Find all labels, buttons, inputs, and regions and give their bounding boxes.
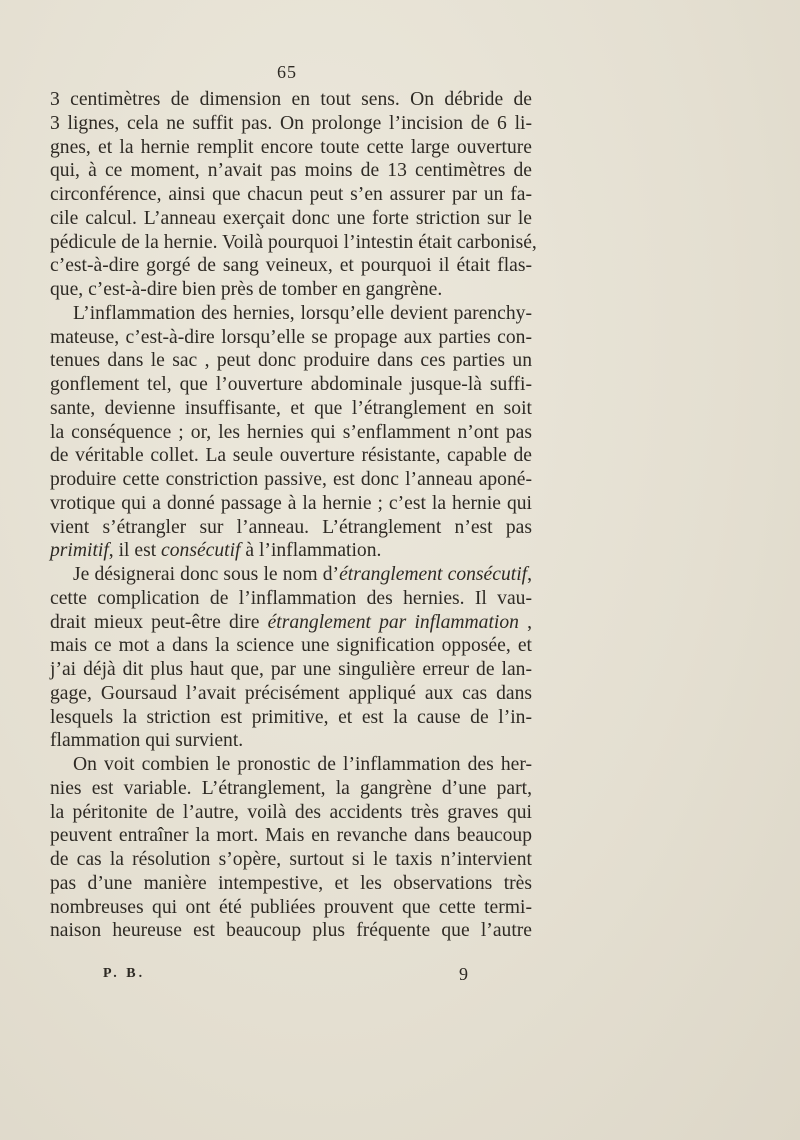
text-segment: cile calcul. L’anneau exerçait donc une forte striction sur le (50, 207, 532, 229)
text-line (50, 896, 532, 920)
text-segment: cette complication de l’inflammation des hernies. Il vau- (50, 587, 532, 609)
sheet-number: 9 (459, 964, 468, 984)
text-segment: naison heureuse est beaucoup plus fréquente que l’autre (50, 920, 532, 942)
text-line (50, 682, 532, 706)
text-line (50, 231, 537, 255)
text-line (50, 753, 532, 777)
text-line (50, 373, 532, 397)
text-segment: gonflement tel, que l’ouverture abdominale jusque-là suffi- (50, 374, 532, 395)
text-line (50, 777, 532, 801)
text-line (50, 88, 532, 112)
italic-text: consécutif (161, 540, 241, 562)
text-segment: pédicule de la hernie. Voilà pourquoi l’intestin était carbonisé, (50, 231, 537, 253)
text-line (50, 349, 532, 373)
text-line (50, 587, 532, 611)
text-segment: 3 centimètres de dimension en tout sens. On débride de (50, 89, 532, 110)
text-line (50, 468, 532, 492)
text-line (50, 848, 532, 872)
text-segment: , (518, 611, 533, 633)
text-segment: lesquels la striction est primitive, et est la cause de l’in- (50, 706, 532, 728)
text-segment: On voit combien le pronostic de l’inflammation des her- (73, 754, 532, 775)
text-segment: la péritonite de l’autre, voilà des accidents très graves qui (50, 801, 532, 823)
text-segment: drait mieux peut-être dire (50, 611, 268, 633)
text-segment: 3 lignes, cela ne suffit pas. On prolonge l’incision de 6 li- (50, 112, 532, 134)
text-line (50, 611, 532, 635)
text-line (50, 112, 532, 136)
text-segment: peuvent entraîner la mort. Mais en revanche dans beaucoup (50, 825, 532, 847)
text-segment: que, c’est-à-dire bien près de tomber en gangrène. (50, 279, 443, 300)
text-segment: Je désignerai donc sous le nom d’ (73, 564, 340, 585)
text-line (50, 302, 532, 326)
text-line (50, 516, 532, 540)
text-line (50, 207, 532, 231)
text-segment: nombreuses qui ont été publiées prouvent que cette termi- (50, 896, 532, 918)
text-segment: L’inflammation des hernies, lorsqu’elle devient parenchy- (73, 302, 532, 324)
text-segment: vient s’étrangler sur l’anneau. L’étranglement n’est pas (50, 516, 532, 538)
italic-text: primitif (50, 540, 109, 562)
text-segment: flammation qui survient. (50, 730, 244, 752)
text-line (50, 634, 532, 658)
text-segment: de cas la résolution s’opère, surtout si le taxis n’intervient (50, 849, 532, 870)
text-line (50, 444, 532, 468)
text-line (50, 872, 532, 896)
text-segment: gage, Goursaud l’avait précisément appliqué aux cas dans (50, 682, 532, 704)
text-segment: c’est-à-dire gorgé de sang veineux, et pourquoi il était flas- (50, 255, 532, 277)
text-segment: de véritable collet. La seule ouverture résistante, capable de (50, 445, 532, 467)
text-segment: , (527, 564, 532, 585)
text-line (50, 563, 532, 587)
text-segment: sante, devienne insuffisante, et que l’étranglement en soit (50, 397, 532, 419)
text-segment: vrotique qui a donné passage à la hernie ; c’est la hernie qui (50, 492, 532, 514)
text-line (50, 801, 532, 825)
text-line (50, 421, 532, 445)
text-line (50, 183, 532, 207)
text-line (50, 278, 532, 302)
text-line (50, 254, 532, 278)
text-line (50, 706, 532, 730)
text-line (50, 326, 532, 350)
text-line (50, 658, 532, 682)
body-text (50, 88, 537, 943)
text-segment: circonférence, ainsi que chacun peut s’en assurer par un fa- (50, 184, 532, 205)
text-segment: qui, à ce moment, n’avait pas moins de 13 centimètres de (50, 160, 532, 182)
text-segment: produire cette constriction passive, est donc l’anneau aponé- (50, 469, 532, 490)
text-line (50, 824, 532, 848)
text-segment: mais ce mot a dans la science une signification opposée, et (50, 635, 532, 657)
text-segment: mateuse, c’est-à-dire lorsqu’elle se propage aux parties con- (50, 326, 532, 348)
text-segment: , il est (108, 540, 162, 562)
text-segment: pas d’une manière intempestive, et les observations très (50, 872, 532, 894)
text-segment: j’ai déjà dit plus haut que, par une singulière erreur de lan- (50, 659, 532, 680)
text-line (50, 397, 532, 421)
text-line (50, 159, 532, 183)
italic-text: étranglement consécutif (339, 564, 528, 585)
text-segment: nies est variable. L’étranglement, la gangrène d’une part, (50, 777, 532, 799)
page-number: 65 (277, 62, 297, 82)
text-segment: tenues dans le sac , peut donc produire dans ces parties un (50, 350, 532, 372)
text-segment: à l’inflammation. (240, 540, 382, 562)
text-segment: gnes, et la hernie remplit encore toute cette large ouverture (50, 136, 532, 158)
text-line (50, 136, 532, 160)
text-line (50, 729, 532, 753)
text-segment: la conséquence ; or, les hernies qui s’enflamment n’ont pas (50, 421, 532, 443)
text-line (50, 492, 532, 516)
italic-text: étranglement par inflammation (267, 611, 519, 633)
text-line (50, 539, 532, 563)
text-line (50, 919, 532, 943)
signature-mark: P. B. (103, 966, 146, 981)
